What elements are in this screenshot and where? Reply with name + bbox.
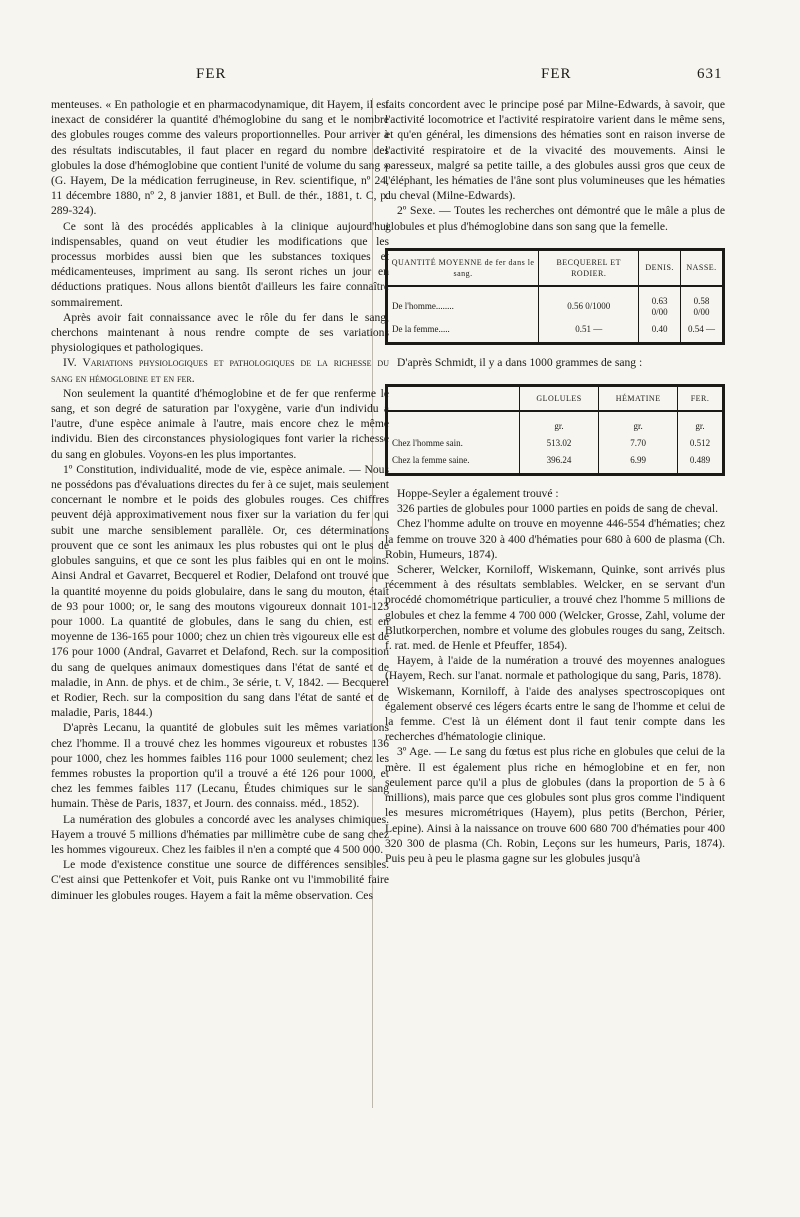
table-header: BECQUEREL ET RODIER. bbox=[539, 249, 639, 286]
table-cell: 0.512 bbox=[689, 438, 711, 449]
table-cell: gr. bbox=[599, 411, 678, 435]
paragraph: faits concordent avec le principe posé par Milne-Edwards, à savoir, que l'activité locomotrice et l'activité respiratoire varient dans le même sens, et qu'en général, les dimensions des hématies sont en raison inverse de l'activité respiratoire et de la vivacité des mouvements. Ainsi le paresseux, malgré sa petite taille, a des globules aussi gros que ceux de l'éléphant, les hématies de l'âne sont plus volumineuses que les hématies du cheval (Milne-Edwards). bbox=[385, 98, 725, 203]
table-row bbox=[387, 452, 724, 475]
iron-quantity-table bbox=[385, 248, 725, 345]
running-head-left: FER bbox=[196, 66, 227, 82]
table-header: HÉMATINE bbox=[599, 386, 678, 412]
table-cell: De la femme..... bbox=[387, 321, 539, 344]
table-cell: 396.24 bbox=[519, 452, 598, 475]
paragraph: Chez l'homme adulte on trouve en moyenne 446-554 d'hématies; chez la femme on trouve 320 à 400 d'hématies pour 680 à 600 de plasma (Ch. Robin, Humeurs, 1874). bbox=[385, 517, 725, 561]
paragraph: Ce sont là des procédés applicables à la clinique aujourd'hui indispensables, quand on veut étudier les modifications que les processus morbides aussi bien que les substances toxiques et médicamenteuses, impriment au sang. Ils seront riches un jour en déductions pratiques. Nous allons bientôt d'ailleurs les faire connaître sommairement. bbox=[51, 219, 389, 309]
table-row bbox=[387, 435, 724, 452]
schmidt-table bbox=[385, 384, 725, 476]
table-cell: gr. bbox=[695, 421, 705, 432]
table-cell: 0.40 bbox=[639, 321, 681, 344]
table-cell: 6.99 bbox=[599, 452, 678, 475]
paragraph: Hoppe-Seyler a également trouvé : bbox=[397, 487, 559, 501]
table-header: DENIS. bbox=[639, 249, 681, 286]
table-units-row bbox=[387, 411, 724, 435]
table-cell: gr. bbox=[519, 411, 598, 435]
left-column bbox=[51, 97, 389, 903]
paragraph: Le mode d'existence constitue une source de différences sensibles. C'est ainsi que Pettenkofer et Voit, puis Ranke ont vu l'immobilité faire diminuer les globules rouges. Hayem a fait la même observation. Ces bbox=[51, 858, 389, 902]
table-cell bbox=[387, 411, 520, 435]
paragraph: D'après Schmidt, il y a dans 1000 grammes de sang : bbox=[397, 355, 643, 369]
table-row bbox=[387, 286, 724, 321]
table-cell: Chez l'homme sain. bbox=[387, 435, 520, 452]
table-header: FER. bbox=[678, 386, 724, 412]
table-header: QUANTITÉ MOYENNE de fer dans le sang. bbox=[387, 249, 539, 286]
table-header: NASSE. bbox=[680, 249, 723, 286]
running-head-right: FER bbox=[541, 66, 572, 82]
table-cell: 0.51 — bbox=[539, 321, 639, 344]
paragraph: Scherer, Welcker, Korniloff, Wiskemann, Quinke, sont arrivés plus récemment à des résultats semblables. Welcker, en se servant d'un procédé chomométrique particulier, a trouvé chez l'homme 5 millions de globules et chez la femme 4 700 000 (Welcker, Grosse, Zahl, volume der Blutkorperchen, nombre et volume des globules rouges du sang, Zeitsch. f. rat. med. de Henle et Pfeuffer, 1854). bbox=[385, 563, 725, 653]
table-cell: 0.489 bbox=[689, 455, 711, 466]
table-row bbox=[387, 321, 724, 344]
table-cell: 7.70 bbox=[599, 435, 678, 452]
table-cell: 0.54 — bbox=[687, 323, 715, 334]
table-cell: De l'homme........ bbox=[387, 286, 539, 321]
paragraph: Hayem, à l'aide de la numération a trouvé des moyennes analogues (Hayem, Rech. sur l'anat. normale et pathologique du sang, Paris, 1878). bbox=[385, 654, 725, 683]
table-header bbox=[387, 386, 520, 412]
table-cell: 0.63 0/00 bbox=[639, 286, 681, 321]
paragraph: Après avoir fait connaissance avec le rôle du fer dans le sang, cherchons maintenant à nous rendre compte de ses variations physiologiques et pathologiques. bbox=[51, 310, 389, 355]
table-header: GLOLULES bbox=[519, 386, 598, 412]
paragraph: 3º Age. — Le sang du fœtus est plus riche en globules que celui de la mère. Il est également plus riche en hémoglobine et en fer, non seulement parce qu'il a plus de globules (dans la proportion de 5 à 6 millions), mais parce que ces globules sont plus gros comme l'indiquent les mesures micrométriques (Hayem), plus petits (Berchon, Périer, Lepine). Ainsi à la naissance on trouve 600 680 700 d'hématies pour 400 320 300 de plasma (Ch. Robin, Leçons sur les humeurs, Paris, 1874). Puis peu à peu le plasma gagne sur les globules jusqu'à bbox=[385, 745, 725, 865]
paragraph: La numération des globules a concordé avec les analyses chimiques. Hayem a trouvé 5 millions d'hématies par millimètre cube de sang chez les hommes vigoureux. Chez les faibles il n'en a compté que 4 500 000. bbox=[51, 812, 389, 856]
table-cell: 513.02 bbox=[519, 435, 598, 452]
paragraph: 1º Constitution, individualité, mode de vie, espèce animale. — Nous ne possédons pas d'évaluations directes du fer à ce sujet, mais seulement concernant le nombre et le poids des globules rouges. Ces chiffres peuvent déjà approximativement nous fixer sur la variation du fer qui subit une marche sensiblement parallèle. Or, ces déterminations prouvent que ce sont les animaux les plus robustes qui ont le plus de globules sanguins, et que ce sont les plus faibles qui en ont le moins. Ainsi Andral et Gavarret, Becquerel et Rodier, Delafond ont trouvé que la quantité moyenne du poids globulaire, dans le sang du mouton, était de 93 pour 1000; or, le sang des moutons vigoureux donnait 101-123 pour 1000. La quantité de globules, dans le sang du chien, est en moyenne de 136-165 pour 1000; chez un chien très vigoureux elle est de 176 pour 1000 (Andral, Gavarret et Delafond, Rech. sur la composition du sang de quelques animaux domestiques dans l'état de santé et de maladie, in Ann. de phys. et de chim., 3e série, t. V, 1842. — Becquerel et Rodier, Rech. sur la composition du sang dans l'état de santé et de maladie, Paris, 1844.) bbox=[51, 462, 389, 720]
paragraph: D'après Lecanu, la quantité de globules suit les mêmes variations chez l'homme. Il a trouvé chez les hommes vigoureux et robustes 136 pour 1000, chez les hommes faibles 116 pour 1000 seulement; chez les femmes robustes la proportion qu'il a trouvé a été 126 pour 1000, et chez les femmes faibles 117 (Lecanu, Études chimiques sur le sang humain. Thèse de Paris, 1837, et Journ. des connaiss. méd., 1852). bbox=[51, 721, 389, 811]
right-column bbox=[385, 97, 725, 866]
paragraph: Non seulement la quantité d'hémoglobine et de fer que renferme le sang, et son degré de saturation par l'oxygène, varie d'un individu à l'autre, d'une espèce animale à l'autre, mais encore chez le même individu. Bien des circonstances physiologiques font varier la richesse du sang en globules. Voyons-en les plus importantes. bbox=[51, 386, 389, 461]
paragraph: menteuses. « En pathologie et en pharmacodynamique, dit Hayem, il est inexact de considérer la quantité d'hémoglobine du sang et le nombre des globules rouges comme des valeurs proportionnelles. Pour arriver à des résultats indiscutables, il faut placer en regard du nombre des globules la dose d'hémoglobine que contient l'unité de volume du sang » (G. Hayem, De la médication ferrugineuse, in Rev. scientifique, nº 24, 11 décembre 1880, nº 2, 8 janvier 1881, et Bull. de thér., 1881, t. C, p. 289-324). bbox=[51, 98, 389, 218]
paragraph: 2º Sexe. — Toutes les recherches ont démontré que le mâle a plus de globules et plus d'hémoglobine dans son sang que la femelle. bbox=[385, 204, 725, 233]
table-cell: Chez la femme saine. bbox=[387, 452, 520, 475]
table-cell: 0.58 0/00 bbox=[693, 295, 710, 317]
page-number: 631 bbox=[697, 66, 723, 82]
paragraph: Wiskemann, Korniloff, à l'aide des analyses spectroscopiques ont également observé ces légers écarts entre le sang de l'homme et celui de la femme. C'est là un élément dont il faut tenir compte dans les recherches d'hématologie clinique. bbox=[385, 684, 725, 744]
paragraph: 326 parties de globules pour 1000 parties en poids de sang de cheval. bbox=[397, 502, 719, 516]
table-cell: 0.56 0/1000 bbox=[539, 286, 639, 321]
section-heading: IV. Variations physiologiques et pathologiques de la richesse du sang en hémoglobine et en fer. bbox=[51, 356, 389, 385]
